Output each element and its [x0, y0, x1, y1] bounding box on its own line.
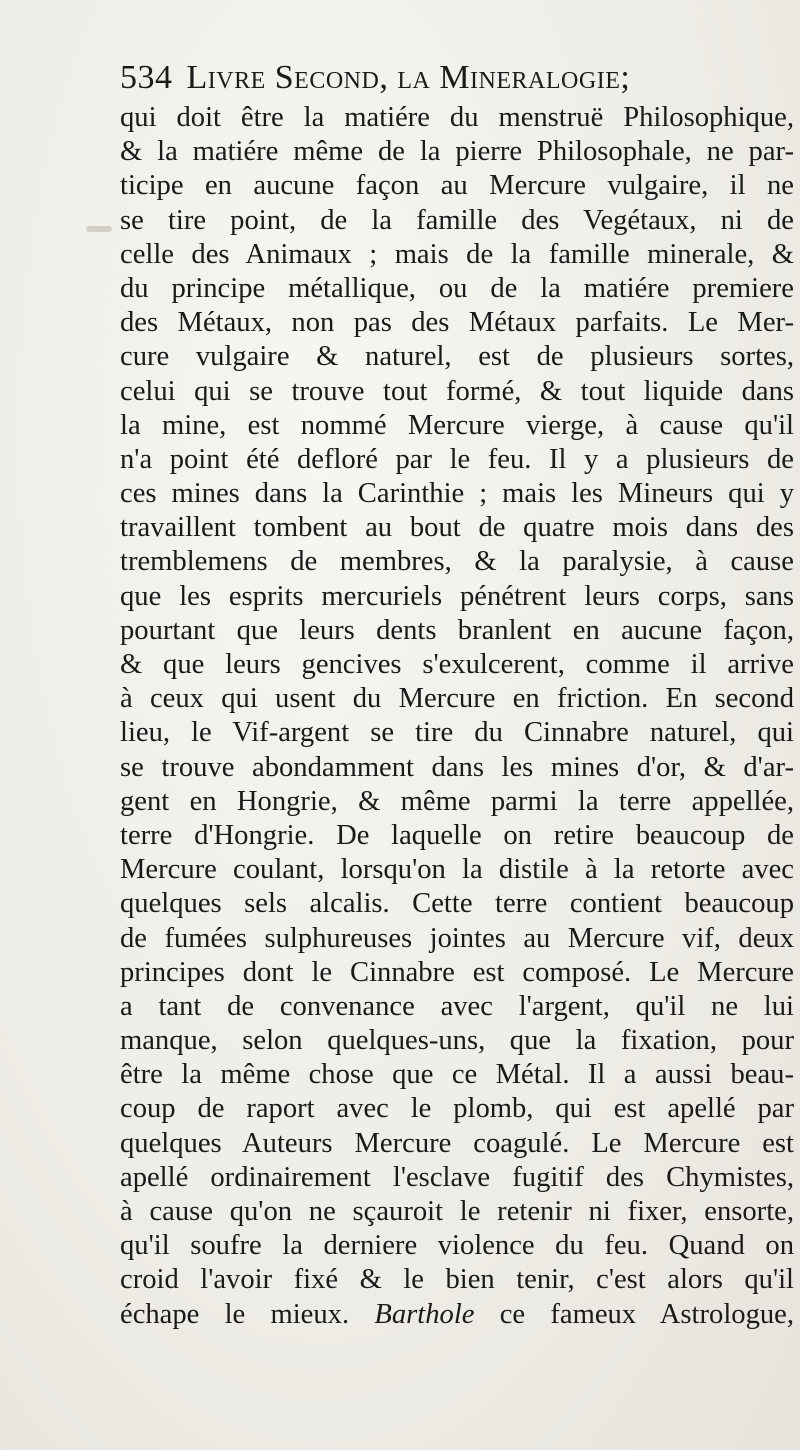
text-line: à ceux qui usent du Mercure en friction. En second [120, 683, 794, 715]
text-line: se trouve abondamment dans les mines d'or, & d'ar- [120, 751, 794, 783]
body-text [120, 101, 800, 1332]
text-line: celui qui se trouve tout formé, & tout liquide dans [120, 375, 794, 407]
ink-smudge [86, 226, 112, 232]
page-number: 534 [120, 59, 173, 96]
text-line: apellé ordinairement l'esclave fugitif des Chymistes, [120, 1161, 794, 1193]
text-line-final [120, 1298, 794, 1332]
text-line: se tire point, de la famille des Vegétaux, ni de [120, 204, 794, 236]
text-line: quelques Auteurs Mercure coagulé. Le Mercure est [120, 1127, 794, 1159]
text-line: la mine, est nommé Mercure vierge, à cause qu'il [120, 409, 794, 441]
running-head: Livre Second, la Mineralogie; [186, 59, 631, 96]
text-line: croid l'avoir fixé & le bien tenir, c'est alors qu'il [120, 1264, 794, 1296]
text-line: quelques sels alcalis. Cette terre contient beaucoup [120, 888, 794, 920]
text-line: que les esprits mercuriels pénétrent leurs corps, sans [120, 580, 794, 612]
text-line: ces mines dans la Carinthie ; mais les Mineurs qui y [120, 478, 794, 510]
text-line: celle des Animaux ; mais de la famille minerale, & [120, 238, 794, 270]
text-line: n'a point été defloré par le feu. Il y a plusieurs de [120, 443, 794, 475]
text-line: qu'il soufre la derniere violence du feu. Quand on [120, 1230, 794, 1262]
text-line: être la même chose que ce Métal. Il a aussi beau- [120, 1059, 794, 1091]
text-line: gent en Hongrie, & même parmi la terre appellée, [120, 785, 794, 817]
page-header [120, 56, 800, 100]
text-line: lieu, le Vif-argent se tire du Cinnabre naturel, qui [120, 717, 794, 749]
text-line: cure vulgaire & naturel, est de plusieurs sortes, [120, 341, 794, 373]
text-line: ticipe en aucune façon au Mercure vulgaire, il ne [120, 170, 794, 202]
text-line: à cause qu'on ne sçauroit le retenir ni fixer, ensorte, [120, 1196, 794, 1227]
text-line: & la matiére même de la pierre Philosophale, ne par- [120, 136, 794, 168]
text-line: principes dont le Cinnabre est composé. Le Mercure [120, 956, 794, 988]
text-line: pourtant que leurs dents branlent en aucune façon, [120, 614, 794, 646]
text-line: du principe métallique, ou de la matiére premiere [120, 272, 794, 304]
text-line: & que leurs gencives s'exulcerent, comme il arrive [120, 649, 794, 680]
text-line: tremblemens de membres, & la paralysie, à cause [120, 546, 794, 578]
text-line: a tant de convenance avec l'argent, qu'il ne lui [120, 990, 794, 1022]
text-line-end: ce fameux Astrologue, [499, 1298, 794, 1330]
text-line: qui doit être la matiére du menstruë Philosophique, [120, 102, 794, 133]
text-line: des Métaux, non pas des Métaux parfaits. Le Mer- [120, 307, 794, 339]
text-line-start: échape le mieux. [120, 1298, 350, 1330]
text-line: de fumées sulphureuses jointes au Mercure vif, deux [120, 922, 794, 954]
text-line: Mercure coulant, lorsqu'on la distile à la retorte avec [120, 854, 794, 886]
text-line: coup de raport avec le plomb, qui est apellé par [120, 1093, 794, 1125]
text-line: terre d'Hongrie. De laquelle on retire beaucoup de [120, 819, 794, 851]
author-name: Barthole [374, 1298, 475, 1330]
text-line: travaillent tombent au bout de quatre mois dans des [120, 512, 794, 544]
text-line: manque, selon quelques-uns, que la fixation, pour [120, 1025, 794, 1057]
